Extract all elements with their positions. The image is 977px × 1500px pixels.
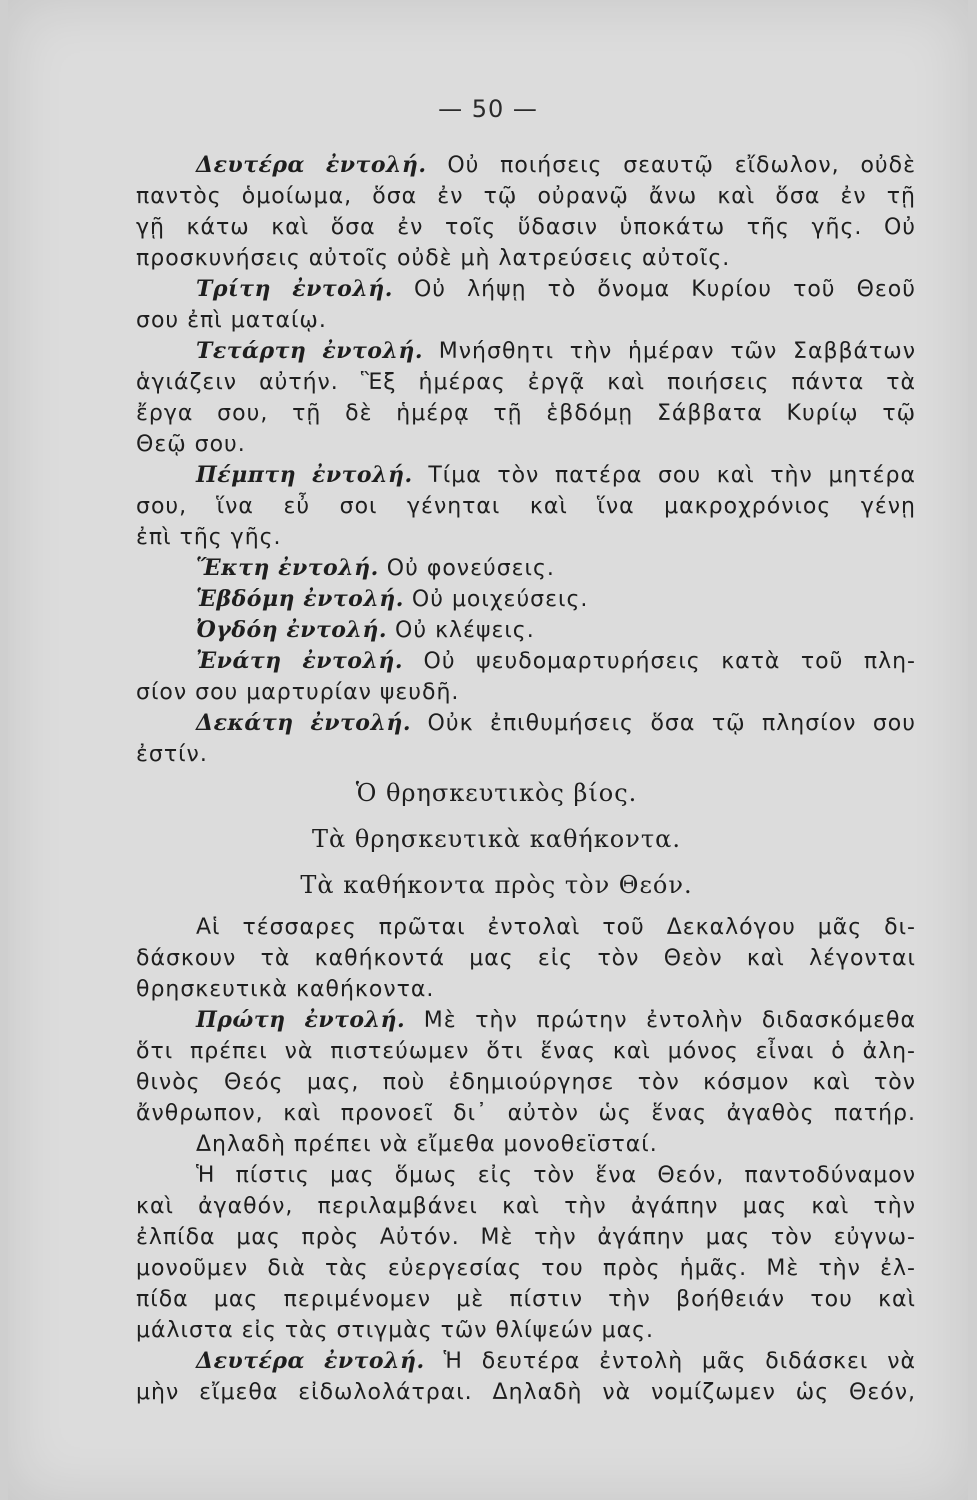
duties-text [136, 912, 916, 1408]
text-line: μὴν εἴμεθα εἰδωλολάτραι. Δηλαδὴ νὰ νομίζωμεν ὡς Θεόν, [136, 1380, 916, 1405]
text-line: μάλιστα εἰς τὰς στιγμὰς τῶν θλίψεών μας. [136, 1318, 654, 1343]
text-line: Αἱ τέσσαρες πρῶται ἐντολαὶ τοῦ Δεκαλόγου μᾶς δι- [196, 915, 916, 940]
text-line: γῇ κάτω καὶ ὅσα ἐν τοῖς ὕδασιν ὑποκάτω τῆς γῆς. Οὐ [136, 215, 916, 240]
commandment-label: Τετάρτη ἐντολή. [196, 338, 424, 364]
text-line: Δεκάτη ἐντολή. Οὐκ ἐπιθυμήσεις ὅσα τῷ πλησίον σου [196, 710, 916, 736]
text-line: ἐπὶ τῆς γῆς. [136, 525, 282, 550]
text-line: Δευτέρα ἐντολή. Ἡ δευτέρα ἐντολὴ μᾶς διδάσκει νὰ [196, 1348, 917, 1374]
text-line: ἔργα σου, τῇ δὲ ἡμέρᾳ τῇ ἑβδόμῃ Σάββατα Κυρίῳ τῷ [136, 401, 916, 426]
commandment-label: Δευτέρα ἐντολή. [196, 152, 427, 178]
text-line: ἁγιάζειν αὐτήν. Ἓξ ἡμέρας ἐργᾷ καὶ ποιήσεις πάντα τὰ [136, 370, 916, 395]
text-line: ἐστίν. [136, 742, 208, 767]
text-line: Ἕκτη ἐντολή. Οὐ φονεύσεις. [196, 555, 555, 581]
text-line: θινὸς Θεός μας, ποὺ ἐδημιούργησε τὸν κόσμον καὶ τὸν [136, 1070, 916, 1095]
commandment-label: Ἑβδόμη ἐντολή. [196, 586, 404, 612]
text-line: προσκυνήσεις αὐτοῖς οὐδὲ μὴ λατρεύσεις αὐτοῖς. [136, 246, 731, 271]
text-line: Ἐνάτη ἐντολή. Οὐ ψευδομαρτυρήσεις κατὰ τοῦ πλη- [196, 648, 916, 674]
text-line: Τετάρτη ἐντολή. Μνήσθητι τὴν ἡμέραν τῶν Σαββάτων [196, 338, 916, 364]
text-line: ἐλπίδα μας πρὸς Αὐτόν. Μὲ τὴν ἀγάπην μας τὸν εὐγνω- [136, 1225, 916, 1250]
text-line: πίδα μας περιμένομεν μὲ πίστιν τὴν βοήθειάν του καὶ [136, 1287, 916, 1312]
commandment-label: Δευτέρα ἐντολή. [196, 1348, 425, 1374]
section-title: Ὁ θρησκευτικὸς βίος. [355, 779, 638, 807]
book-page [8, 0, 968, 1500]
commandment-label: Πέμπτη ἐντολή. [196, 462, 413, 488]
commandment-label: Ἐνάτη ἐντολή. [196, 648, 404, 674]
section-headings [8, 770, 977, 908]
text-line: Δευτέρα ἐντολή. Οὐ ποιήσεις σεαυτῷ εἴδωλον, οὐδὲ [196, 152, 916, 178]
text-line: Πρώτη ἐντολή. Μὲ τὴν πρώτην ἐντολὴν διδασκόμεθα [196, 1007, 916, 1033]
text-line: ἄνθρωπον, καὶ προνοεῖ δι᾽ αὐτὸν ὡς ἕνας ἀγαθὸς πατήρ. [136, 1101, 916, 1126]
text-line: σου, ἵνα εὖ σοι γένηται καὶ ἵνα μακροχρόνιος γένῃ [136, 494, 916, 519]
commandment-label: Δεκάτη ἐντολή. [196, 710, 412, 736]
commandment-label: Ὀγδόη ἐντολή. [196, 617, 388, 643]
text-line: δάσκουν τὰ καθήκοντά μας εἰς τὸν Θεὸν καὶ λέγονται [136, 946, 916, 971]
commandment-label: Ἕκτη ἐντολή. [196, 555, 379, 581]
text-line: σίον σου μαρτυρίαν ψευδῆ. [136, 680, 460, 705]
commandment-label: Πρώτη ἐντολή. [196, 1007, 406, 1033]
section-subtitle: Τὰ θρησκευτικὰ καθήκοντα. [312, 825, 681, 853]
text-line: μονοῦμεν διὰ τὰς εὐεργεσίας του πρὸς ἡμᾶς. Μὲ τὴν ἐλ- [136, 1256, 916, 1281]
text-line: Πέμπτη ἐντολή. Τίμα τὸν πατέρα σου καὶ τὴν μητέρα [196, 462, 916, 488]
text-line: καὶ ἀγαθόν, περιλαμβάνει καὶ τὴν ἀγάπην μας καὶ τὴν [136, 1194, 916, 1219]
text-line: παντὸς ὁμοίωμα, ὅσα ἐν τῷ οὐρανῷ ἄνω καὶ ὅσα ἐν τῇ [136, 184, 916, 209]
text-line: Ἡ πίστις μας ὅμως εἰς τὸν ἕνα Θεόν, παντοδύναμον [196, 1163, 916, 1188]
text-line: ὅτι πρέπει νὰ πιστεύωμεν ὅτι ἕνας καὶ μόνος εἶναι ὁ ἀλη- [136, 1039, 916, 1064]
text-line: Ὀγδόη ἐντολή. Οὐ κλέψεις. [196, 617, 535, 643]
commandment-label: Τρίτη ἐντολή. [196, 276, 393, 302]
text-line: θρησκευτικὰ καθήκοντα. [136, 977, 435, 1002]
text-line: Ἑβδόμη ἐντολή. Οὐ μοιχεύσεις. [196, 586, 589, 612]
text-line: Δηλαδὴ πρέπει νὰ εἴμεθα μονοθεϊσταί. [196, 1132, 658, 1157]
text-line: σου ἐπὶ ματαίῳ. [136, 308, 327, 333]
text-line: Τρίτη ἐντολή. Οὐ λήψῃ τὸ ὄνομα Κυρίου τοῦ Θεοῦ [196, 276, 916, 302]
section-subtitle: Τὰ καθήκοντα πρὸς τὸν Θεόν. [300, 871, 693, 899]
commandments-text [136, 150, 916, 770]
page-number: — 50 — [438, 95, 538, 123]
text-line: Θεῷ σου. [136, 432, 246, 457]
